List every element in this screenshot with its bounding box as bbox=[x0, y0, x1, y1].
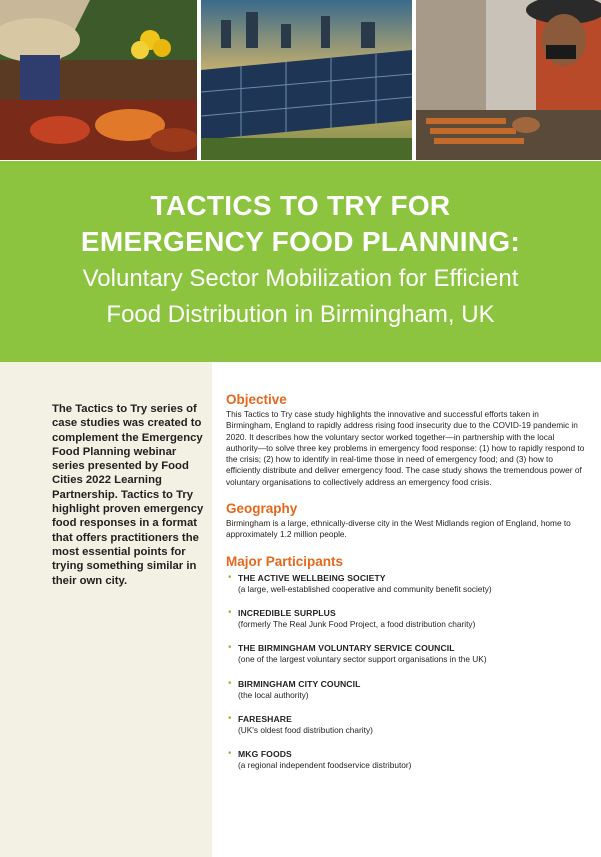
participant-desc: (one of the largest voluntary sector support organisations in the UK) bbox=[238, 654, 487, 665]
intro-sidebar bbox=[0, 362, 212, 857]
participant-name: THE ACTIVE WELLBEING SOCIETY bbox=[238, 572, 386, 583]
participant-name: BIRMINGHAM CITY COUNCIL bbox=[238, 678, 361, 689]
participant-item bbox=[226, 608, 586, 630]
participant-desc: (the local authority) bbox=[238, 689, 309, 700]
bullet-icon: • bbox=[228, 748, 232, 760]
sidebar-intro-text: The Tactics to Try series of case studies was created to complement the Emergency Food Planning webinar series presented by Food Cities 2022 Learning Partnership. Tactics to Try highlight proven emergency food responses in a format that offers practitioners the most essential points for trying something similar in their own city. bbox=[52, 403, 204, 587]
market-vendor-photo bbox=[0, 0, 197, 160]
page-subtitle-line-1: Voluntary Sector Mobilization for Efficient bbox=[82, 265, 519, 292]
bullet-icon: • bbox=[228, 606, 232, 618]
participant-desc: (a large, well-established cooperative and community benefit society) bbox=[238, 583, 492, 594]
participant-item bbox=[226, 749, 586, 771]
geography-heading: Geography bbox=[226, 501, 298, 517]
bullet-icon: • bbox=[228, 712, 232, 724]
street-food-vendor-photo bbox=[416, 0, 601, 160]
participant-item bbox=[226, 573, 586, 595]
page-subtitle-line-2: Food Distribution in Birmingham, UK bbox=[106, 301, 495, 328]
participant-desc: (formerly The Real Junk Food Project, a food distribution charity) bbox=[238, 618, 476, 629]
participant-item bbox=[226, 714, 586, 736]
page-title-line-1: TACTICS TO TRY FOR bbox=[150, 190, 451, 221]
participant-desc: (a regional independent foodservice distributor) bbox=[238, 760, 412, 771]
objective-body: This Tactics to Try case study highlights the innovative and successful efforts taken in Birmingham, England to rapidly address rising food insecurity due to the COVID-19 pandemic in 2020. It describes how the voluntary sector worked together—in partnership with the local authority—to solve three key problems in emergency food response: (1) how to rapidly respond to the crisis; (2) how to identify in real-time those in need of emergency food; and (3) how to efficiently distribute and deliver emergency food. The case study shows the tremendous power of voluntary organisations to collectively address an emergency food crisis. bbox=[226, 409, 585, 487]
participant-desc: (UK's oldest food distribution charity) bbox=[238, 724, 373, 735]
participant-item bbox=[226, 679, 586, 701]
objective-heading: Objective bbox=[226, 392, 287, 407]
bullet-icon: • bbox=[228, 571, 232, 583]
participants-heading: Major Participants bbox=[226, 553, 344, 569]
solar-panels-photo bbox=[201, 0, 412, 160]
page-title-line-2: EMERGENCY FOOD PLANNING: bbox=[80, 226, 521, 257]
bullet-icon: • bbox=[228, 677, 232, 689]
geography-body: Birmingham is a large, ethnically-diverse city in the West Midlands region of England, home to approximately 1.2 million people. bbox=[226, 518, 571, 540]
participants-list bbox=[226, 573, 586, 772]
participant-name: INCREDIBLE SURPLUS bbox=[238, 607, 336, 618]
main-content bbox=[226, 392, 586, 784]
participant-item bbox=[226, 643, 586, 665]
participant-name: FARESHARE bbox=[238, 713, 292, 724]
title-banner bbox=[0, 161, 601, 362]
header-photo-strip bbox=[0, 0, 601, 160]
bullet-icon: • bbox=[228, 642, 232, 654]
participant-name: THE BIRMINGHAM VOLUNTARY SERVICE COUNCIL bbox=[238, 643, 455, 654]
participant-name: MKG FOODS bbox=[238, 749, 292, 760]
